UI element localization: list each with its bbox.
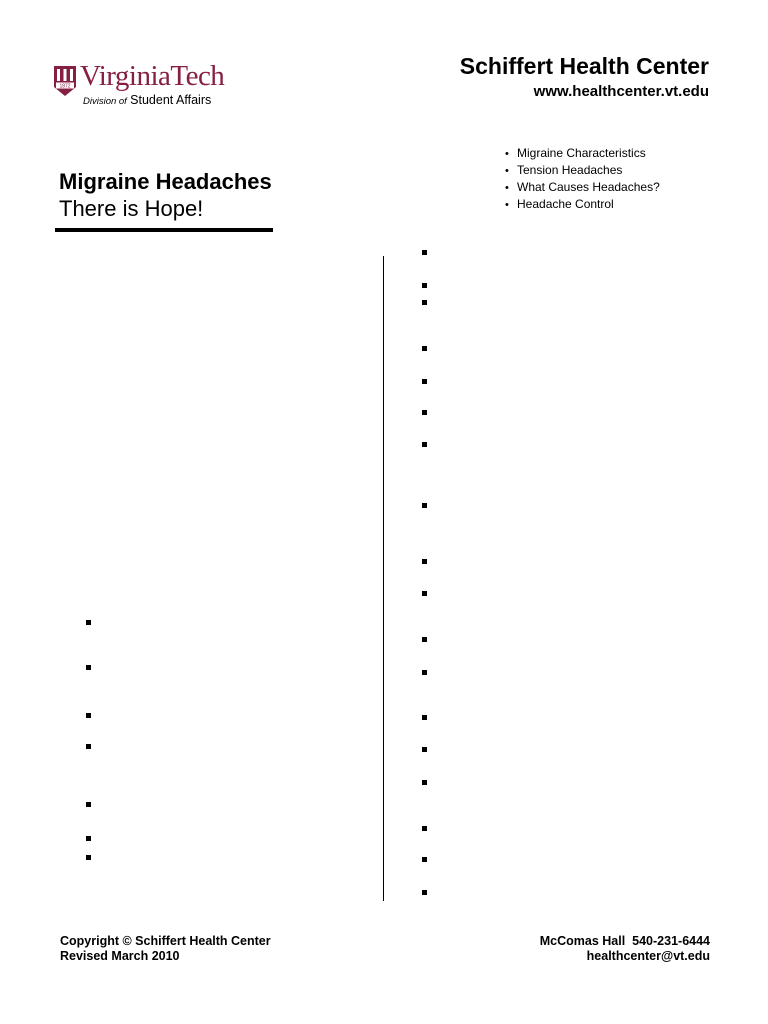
bullet-marker [422,780,427,785]
topic-item: • What Causes Headaches? [505,179,660,196]
topic-item: • Headache Control [505,196,660,213]
health-center-name: Schiffert Health Center [459,53,709,79]
bullet-marker [86,802,91,807]
topic-item: • Tension Headaches [505,162,660,179]
page-title: Migraine Headaches [59,169,272,194]
copyright-text: Copyright © Schiffert Health Center [60,934,271,948]
bullet-marker [422,747,427,752]
health-center-url[interactable]: www.healthcenter.vt.edu [533,83,709,100]
bullet-marker [422,300,427,305]
logo-wordmark: VirginiaTech [80,60,225,92]
shield-icon [54,66,76,96]
logo-division: Division of Student Affairs [83,93,212,107]
bullet-marker [422,410,427,415]
bullet-marker [422,890,427,895]
topics-list [505,145,660,213]
bullet-marker [86,744,91,749]
title-underline [55,228,273,232]
bullet-marker [422,283,427,288]
svg-text:1872: 1872 [59,83,71,90]
bullet-marker [422,637,427,642]
virginia-tech-logo [54,60,244,110]
bullet-marker [86,836,91,841]
bullet-marker [422,442,427,447]
bullet-marker [86,665,91,670]
bullet-marker [86,855,91,860]
location-phone: McComas Hall 540-231-6444 [539,934,710,948]
page-subtitle: There is Hope! [59,196,204,221]
bullet-marker [422,670,427,675]
footer-right [540,934,710,964]
footer-left [60,934,271,964]
bullet-marker [422,715,427,720]
bullet-marker [422,826,427,831]
bullet-marker [422,559,427,564]
bullet-marker [422,379,427,384]
topic-item: • Migraine Characteristics [505,145,660,162]
bullet-marker [422,503,427,508]
bullet-marker [86,713,91,718]
contact-email[interactable]: healthcenter@vt.edu [586,949,710,963]
bullet-marker [422,250,427,255]
column-divider [383,256,384,901]
bullet-marker [422,857,427,862]
bullet-marker [86,620,91,625]
bullet-marker [422,591,427,596]
bullet-marker [422,346,427,351]
revised-date: Revised March 2010 [60,949,180,963]
